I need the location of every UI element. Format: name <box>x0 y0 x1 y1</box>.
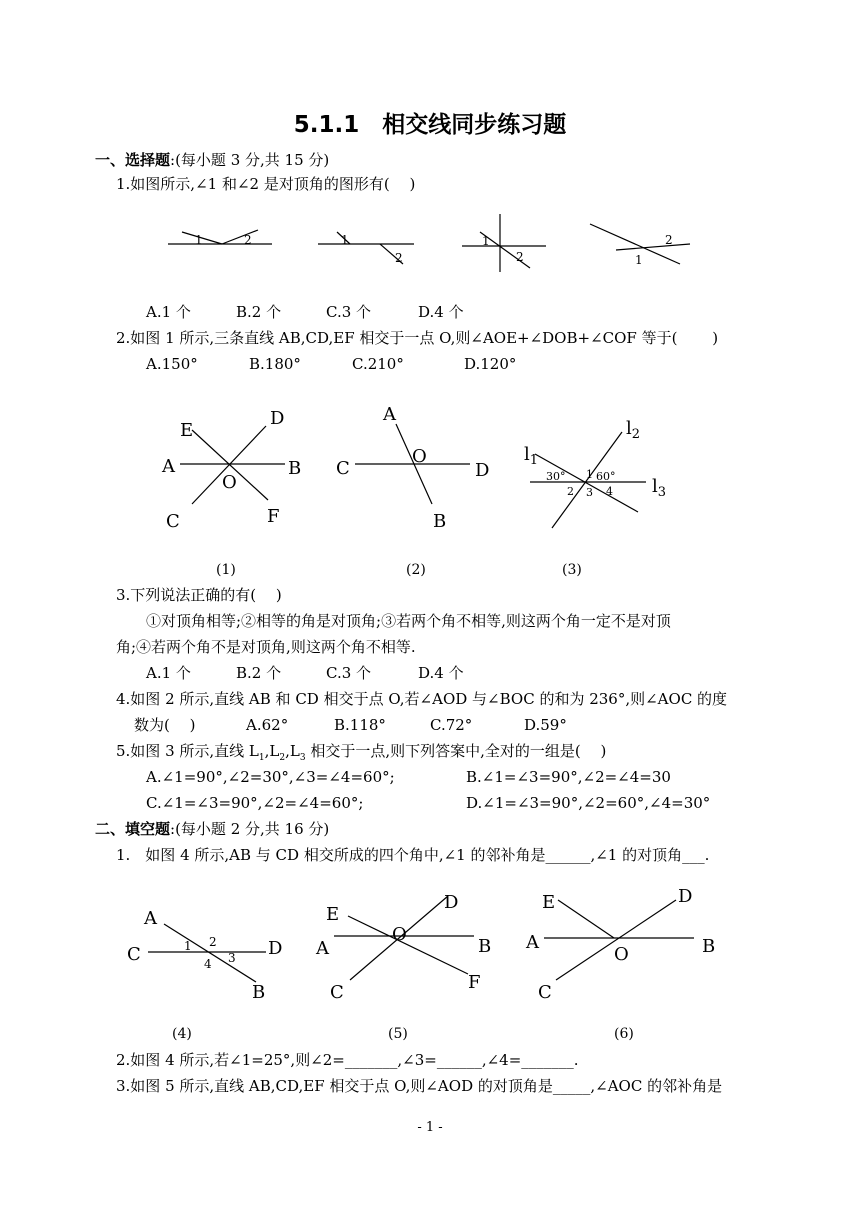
q2-option-a: A.150° <box>146 355 198 373</box>
q1d-label-1: 1 <box>635 253 643 267</box>
q3-option-c: C.3 个 <box>326 664 372 682</box>
q4-option-c: C.72° <box>430 716 473 734</box>
fig6-caption: (6) <box>614 1026 634 1042</box>
q2-option-d: D.120° <box>464 355 517 373</box>
question-5: 5.如图 3 所示,直线 $L_1,L_2,L_3$ 相交于一点,则下列答案中,全对的一组是( ) <box>116 742 607 763</box>
fig6-ray-oe <box>558 900 614 938</box>
fig6-label-c: C <box>538 982 552 1003</box>
fig1-label-e: E <box>180 420 194 441</box>
q5-option-c: C.∠1=∠3=90°,∠2=∠4=60°; <box>146 794 364 812</box>
section-1-heading <box>95 150 329 170</box>
fig3-angle-30: 30° <box>546 470 566 483</box>
fig4-label-d: D <box>268 938 283 959</box>
q5-option-d: D.∠1=∠3=90°,∠2=60°,∠4=30° <box>466 794 711 812</box>
fig6-label-o: O <box>614 944 629 965</box>
fig3-caption: (3) <box>562 562 582 578</box>
fig1-label-b: B <box>288 458 302 479</box>
fig4-label-a: A <box>144 908 157 929</box>
section-1-note: :(每小题 3 分,共 15 分) <box>170 151 330 169</box>
fig1-label-c: C <box>166 511 180 532</box>
section-2-heading <box>95 819 329 839</box>
q4-option-b: B.118° <box>334 716 386 734</box>
q3-option-b: B.2 个 <box>236 664 282 682</box>
fill-question-2: 2.如图 4 所示,若∠1=25°,则∠2=_______,∠3=______,∠4=_______. <box>116 1051 579 1069</box>
fig5-label-c: C <box>330 982 344 1003</box>
fig4-num-4: 4 <box>204 957 212 971</box>
fig5-line-ef <box>348 916 468 974</box>
fig3-line-l1 <box>535 454 638 512</box>
fig5-label-e: E <box>326 904 340 925</box>
fig3-angle-60: 60° <box>596 470 616 483</box>
fig3-num-4: 4 <box>606 485 613 498</box>
fig4-num-2: 2 <box>209 935 217 949</box>
fig2-label-c: C <box>336 458 350 479</box>
fig2-label-b: B <box>433 511 447 532</box>
fig1-label-d: D <box>270 408 285 429</box>
fig1-label-a: A <box>162 456 175 477</box>
question-1: 1.如图所示,∠1 和∠2 是对顶角的图形有( ) <box>116 175 416 193</box>
question-2: 2.如图 1 所示,三条直线 AB,CD,EF 相交于一点 O,则∠AOE+∠DOB+∠COF 等于( ) <box>116 329 719 347</box>
q1-option-a: A.1 个 <box>146 303 191 321</box>
fig3-num-1: 1 <box>586 468 593 481</box>
fig3-label-l1: $l_1$ <box>524 444 539 468</box>
q1d-line-2 <box>616 244 690 250</box>
q3-option-d: D.4 个 <box>418 664 464 682</box>
fig5-label-d: D <box>444 892 459 913</box>
fig3-num-3: 3 <box>586 486 593 499</box>
fig6-line-cd <box>556 900 676 980</box>
question-4-line-1: 4.如图 2 所示,直线 AB 和 CD 相交于点 O,若∠AOD 与∠BOC 的和为 236°,则∠AOC 的度 <box>116 690 728 708</box>
fill-question-3: 3.如图 5 所示,直线 AB,CD,EF 相交于点 O,则∠AOD 的对顶角是_____,∠AOC 的邻补角是 <box>116 1077 723 1095</box>
fig3-num-2: 2 <box>567 485 574 498</box>
question-4-line-2 <box>134 715 567 735</box>
figure-row-1 <box>150 396 690 582</box>
q2-option-c: C.210° <box>352 355 404 373</box>
fig3-label-l2: $l_2$ <box>626 418 641 442</box>
page-number: - 1 - <box>417 1120 443 1135</box>
q1-figures <box>160 210 700 272</box>
fig1-caption: (1) <box>216 562 236 578</box>
fig4-num-3: 3 <box>228 951 236 965</box>
fig2-caption: (2) <box>406 562 426 578</box>
fig4-label-b: B <box>252 982 266 1003</box>
fig2-label-d: D <box>475 460 490 481</box>
q1a-ray-2 <box>222 230 258 244</box>
fig6-label-a: A <box>526 932 539 953</box>
fig4-line-ab <box>164 924 256 982</box>
fig5-label-b: B <box>478 936 492 957</box>
page-title: 5.1.1 相交线同步练习题 <box>293 112 567 138</box>
q1c-label-1: 1 <box>482 234 490 248</box>
question-3: 3.下列说法正确的有( ) <box>116 586 282 604</box>
q5-option-a: A.∠1=90°,∠2=30°,∠3=∠4=60°; <box>146 768 395 786</box>
q5-option-b: B.∠1=∠3=90°,∠2=∠4=30 <box>466 768 671 786</box>
fig2-label-o: O <box>412 446 427 467</box>
q1-option-c: C.3 个 <box>326 303 372 321</box>
q3-statements-line-2: 角;④若两个角不是对顶角,则这两个角不相等. <box>116 638 416 656</box>
fig4-label-c: C <box>127 944 141 965</box>
fig1-label-f: F <box>267 506 280 527</box>
q3-option-a: A.1 个 <box>146 664 191 682</box>
fig6-label-d: D <box>678 886 693 907</box>
q4-option-d: D.59° <box>524 716 567 734</box>
fig5-caption: (5) <box>388 1026 408 1042</box>
q1a-label-2: 2 <box>244 233 252 247</box>
fig4-caption: (4) <box>172 1026 192 1042</box>
fig5-label-o: O <box>392 924 407 945</box>
q4-option-a: A.62° <box>246 716 289 734</box>
fig5-label-f: F <box>468 972 481 993</box>
q1b-label-1: 1 <box>341 233 349 247</box>
q3-statements-line-1: ①对顶角相等;②相等的角是对顶角;③若两个角不相等,则这两个角一定不是对顶 <box>146 612 671 630</box>
section-2-title: 二、填空题 <box>95 820 171 838</box>
q1c-label-2: 2 <box>516 250 524 264</box>
section-1-title: 一、选择题 <box>95 151 171 169</box>
q1-option-b: B.2 个 <box>236 303 282 321</box>
fig1-label-o: O <box>222 472 237 493</box>
fig3-label-l3: $l_3$ <box>652 476 667 500</box>
figure-row-2 <box>118 880 728 1046</box>
fig5-label-a: A <box>316 938 329 959</box>
fill-question-1: 1. 如图 4 所示,AB 与 CD 相交所成的四个角中,∠1 的邻补角是______,∠1 的对顶角___. <box>116 846 710 864</box>
q1d-label-2: 2 <box>665 233 673 247</box>
fig4-num-1: 1 <box>184 939 192 953</box>
q1b-label-2: 2 <box>395 251 403 265</box>
fig6-label-e: E <box>542 892 556 913</box>
section-2-note: :(每小题 2 分,共 16 分) <box>170 820 330 838</box>
q1a-label-1: 1 <box>195 233 203 247</box>
q4-stem-end: 数为( ) <box>134 716 196 734</box>
fig2-label-a: A <box>383 404 396 425</box>
q1-option-d: D.4 个 <box>418 303 464 321</box>
fig6-label-b: B <box>702 936 716 957</box>
q2-option-b: B.180° <box>249 355 301 373</box>
